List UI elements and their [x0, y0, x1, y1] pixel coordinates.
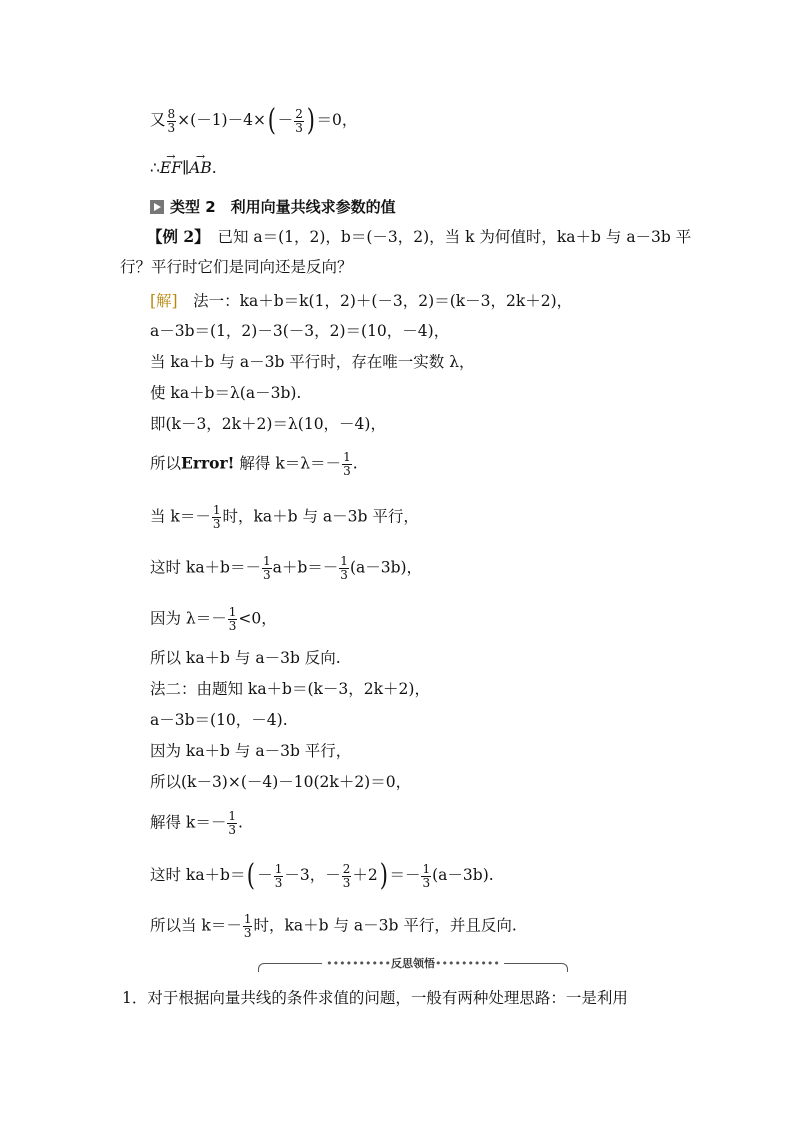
- solution-line-9: 因为 λ＝－ $\frac{1}{3}$ <0，: [150, 605, 277, 633]
- left-paren: (: [267, 103, 276, 138]
- section-title: 类型 2 利用向量共线求参数的值: [170, 198, 396, 216]
- fraction: $\frac{2}{3}$: [342, 861, 351, 890]
- fraction: $\frac{1}{3}$: [228, 809, 236, 837]
- solution-line-4: 使 ka＋b＝λ(a－3b).: [150, 384, 302, 402]
- text: ×(－1)－4×: [177, 111, 266, 129]
- method2-line-4: 所以(k－3)×(－4)－10(2k＋2)＝0，: [150, 773, 412, 791]
- solution-line-3: 当 ka＋b 与 a－3b 平行时，存在唯一实数 λ，: [150, 353, 475, 371]
- fraction: $\frac{1}{3}$: [228, 605, 237, 633]
- vector-ab: → AB: [189, 158, 212, 178]
- fraction: $\frac{1}{3}$: [262, 554, 271, 582]
- method2-line-1: 法二：由题知 ka＋b＝(k－3，2k＋2)，: [150, 680, 430, 698]
- fraction: $\frac{1}{3}$: [243, 912, 252, 940]
- right-paren: ): [379, 858, 388, 893]
- example-line-2: 行？平行时它们是同向还是反向？: [120, 258, 353, 276]
- reflection-line-1: 1．对于根据向量共线的条件求值的问题，一般有两种处理思路：一是利用: [122, 989, 628, 1007]
- example-line-1: 【例 2】 已知 a＝(1，2)，b＝(－3，2)，当 k 为何值时，ka＋b 与 a－3b 平: [147, 227, 692, 246]
- example-tag: 【例 2】: [147, 227, 202, 246]
- reflection-divider: [258, 957, 568, 975]
- right-paren: ): [306, 103, 315, 138]
- method2-line-3: 因为 ka＋b 与 a－3b 平行，: [150, 742, 352, 760]
- method2-line-2: a－3b＝(10，－4).: [150, 711, 288, 729]
- solution-line-10: 所以 ka＋b 与 a－3b 反向.: [150, 649, 341, 667]
- fraction: $\frac{1}{3}$: [274, 861, 283, 890]
- fraction: $\frac{1}{3}$: [212, 503, 221, 531]
- solution-line-5: 即(k－3，2k＋2)＝λ(10，－4)，: [150, 415, 386, 433]
- parallel-conclusion: ∴→ EF∥→ AB.: [150, 158, 217, 178]
- solution-line-6: 所以Error! 解得 k＝λ＝－ $\frac{1}{3}$ .: [150, 450, 358, 478]
- fraction: $\frac{1}{3}$: [343, 450, 351, 478]
- method2-line-5: 解得 k＝－ $\frac{1}{3}$ .: [150, 809, 243, 837]
- method2-line-6: 这时 ka＋b＝( － $\frac{1}{3}$ －3，－ $\frac{2}{3}$ ＋2) ＝－ $\frac{1}{3}$ (a－3b).: [150, 858, 494, 893]
- solution-line-1: [解] 法一：ka＋b＝k(1，2)＋(－3，2)＝(k－3，2k＋2)，: [150, 292, 573, 310]
- fraction: $\frac{1}{3}$: [422, 861, 431, 890]
- divider-label: ••••••••••反思领悟••••••••••: [322, 955, 504, 971]
- left-paren: (: [247, 858, 256, 893]
- vector-ef: → EF: [160, 158, 182, 178]
- fraction: $\frac{2}{3}$: [295, 106, 303, 135]
- section-heading: [150, 197, 396, 217]
- solution-tag: [解]: [150, 292, 178, 310]
- fraction: $\frac{8}{3}$: [167, 106, 176, 135]
- equation-line-1: 又 $\frac{8}{3}$ ×(－1)－4×( － $\frac{2}{3}$ ) ＝0，: [150, 103, 358, 138]
- text: 又: [150, 111, 166, 129]
- fraction: $\frac{1}{3}$: [340, 554, 348, 582]
- solution-line-7: 当 k＝－ $\frac{1}{3}$ 时，ka＋b 与 a－3b 平行，: [150, 503, 419, 531]
- solution-line-2: a－3b＝(1，2)－3(－3，2)＝(10，－4)，: [150, 322, 450, 340]
- method2-line-7: 所以当 k＝－ $\frac{1}{3}$ 时，ka＋b 与 a－3b 平行，并且反向.: [150, 912, 517, 940]
- error-text: Error!: [181, 453, 235, 473]
- text: ＝0，: [316, 111, 358, 129]
- solution-line-8: 这时 ka＋b＝－ $\frac{1}{3}$ a＋b＝－ $\frac{1}{3}$ (a－3b)，: [150, 554, 423, 582]
- play-triangle-icon: [150, 200, 164, 214]
